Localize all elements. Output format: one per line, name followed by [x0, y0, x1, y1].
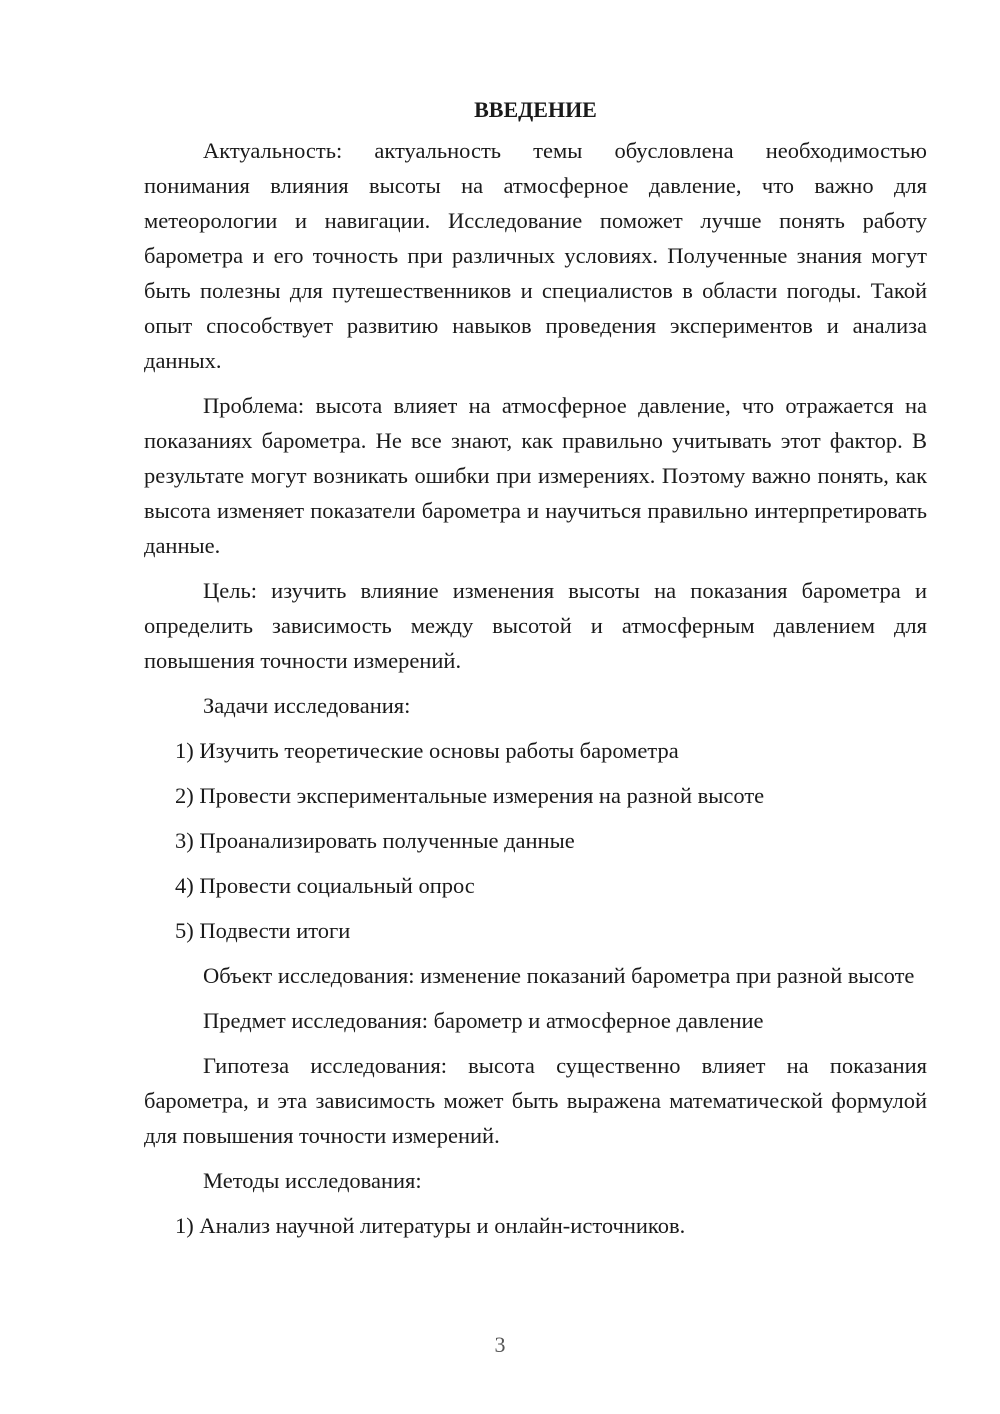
- method-item-1: 1) Анализ научной литературы и онлайн-источников.: [175, 1213, 686, 1238]
- tasks-heading: Задачи исследования:: [203, 693, 411, 718]
- task-item-1: 1) Изучить теоретические основы работы барометра: [175, 738, 679, 763]
- goal-paragraph: Цель: изучить влияние изменения высоты на показания барометра и определить зависимость между высотой и атмосферным давлением для повышения точности измерений.: [144, 578, 927, 673]
- relevance-paragraph: Актуальность: актуальность темы обусловлена необходимостью понимания влияния высоты на атмосферное давление, что важно для метеорологии и навигации. Исследование поможет лучше понять работу барометра и его точность при различных условиях. Полученные знания могут быть полезны для путешественников и специалистов в области погоды. Такой опыт способствует развитию навыков проведения экспериментов и анализа данных.: [144, 138, 927, 373]
- task-item-4: 4) Провести социальный опрос: [175, 873, 475, 898]
- document-page: [144, 92, 927, 1253]
- subject-paragraph: Предмет исследования: барометр и атмосферное давление: [203, 1008, 764, 1033]
- methods-heading: Методы исследования:: [203, 1168, 422, 1193]
- problem-paragraph: Проблема: высота влияет на атмосферное давление, что отражается на показаниях барометра. Не все знают, как правильно учитывать этот фактор. В результате могут возникать ошибки при измерениях. Поэтому важно понять, как высота изменяет показатели барометра и научиться правильно интерпретировать данные.: [144, 393, 927, 558]
- page-number: 3: [494, 1332, 506, 1357]
- hypothesis-paragraph: Гипотеза исследования: высота существенно влияет на показания барометра, и эта зависимость может быть выражена математической формулой для повышения точности измерений.: [144, 1053, 927, 1148]
- object-paragraph: Объект исследования: изменение показаний барометра при разной высоте: [203, 963, 915, 988]
- task-item-5: 5) Подвести итоги: [175, 918, 351, 943]
- section-title: ВВЕДЕНИЕ: [474, 97, 597, 122]
- task-item-3: 3) Проанализировать полученные данные: [175, 828, 575, 853]
- task-item-2: 2) Провести экспериментальные измерения на разной высоте: [175, 783, 765, 808]
